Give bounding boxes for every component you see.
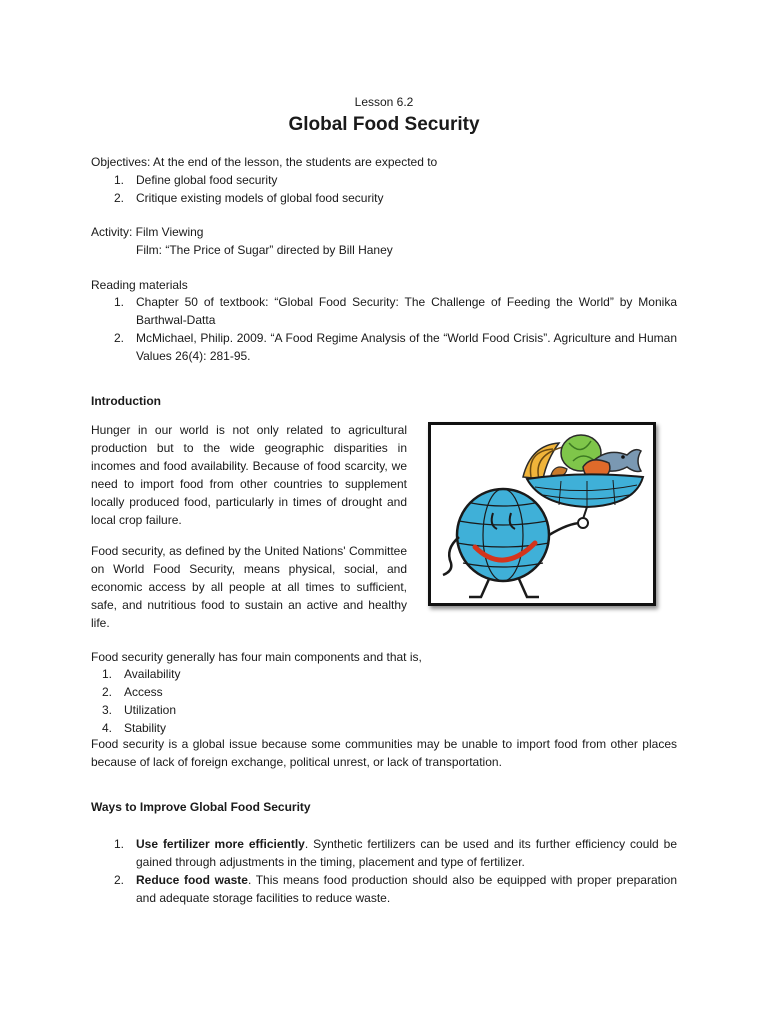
introduction-paragraph-2: Food security, as defined by the United Nations' Committee on World Food Security, means physical, social, and economic access by all people at all times to sufficient, safe, and nutritious food to sustain an active and healthy life. <box>91 544 407 630</box>
objectives-list <box>114 171 676 207</box>
introduction-heading: Introduction <box>91 394 161 408</box>
reading-item: 1. Chapter 50 of textbook: “Global Food Security: The Challenge of Feeding the World” by Monika Barthwal-Datta <box>114 295 677 327</box>
way-item: 2. Reduce food waste. This means food production should also be equipped with proper preparation and adequate storage facilities to reduce waste. <box>114 873 678 905</box>
globe-food-illustration <box>428 422 656 606</box>
components-intro: Food security generally has four main components and that is, <box>91 650 422 664</box>
globe-food-icon <box>431 425 653 603</box>
reading-list <box>114 293 677 365</box>
ways-list <box>114 835 678 907</box>
component-item: 4. Stability <box>102 721 167 735</box>
way-item: 1. Use fertilizer more efficiently. Synthetic fertilizers can be used and its further efficiency could be gained through adjustments in the timing, placement and type of fertilizer. <box>114 837 677 869</box>
objective-item: 2. Critique existing models of global food security <box>114 191 384 205</box>
ways-heading: Ways to Improve Global Food Security <box>91 800 311 814</box>
component-item: 1. Availability <box>102 667 181 681</box>
component-item: 3. Utilization <box>102 703 177 717</box>
components-list <box>102 665 524 737</box>
objectives-intro: Objectives: At the end of the lesson, the students are expected to <box>91 155 438 169</box>
component-item: 2. Access <box>102 685 163 699</box>
activity-film: Film: “The Price of Sugar” directed by Bill Haney <box>136 243 393 257</box>
introduction-paragraph-1: Hunger in our world is not only related to agricultural production but to the wide geographic disparities in incomes and food availability. Because of food scarcity, we need to import food from other countries to supplement locally produced food, particularly in times of drought and local crop failure. <box>91 423 407 527</box>
page-title: Global Food Security <box>288 114 480 135</box>
reading-heading: Reading materials <box>91 278 188 292</box>
reading-item: 2. McMichael, Philip. 2009. “A Food Regime Analysis of the “World Food Crisis”. Agriculture and Human Values 26(4): 281-95. <box>114 331 677 363</box>
activity-label: Activity: Film Viewing <box>91 225 204 239</box>
lesson-label: Lesson 6.2 <box>354 95 414 109</box>
components-closing: Food security is a global issue because some communities may be unable to import food from other places because of lack of foreign exchange, political unrest, or lack of transportation. <box>91 737 677 769</box>
objective-item: 1. Define global food security <box>114 173 278 187</box>
